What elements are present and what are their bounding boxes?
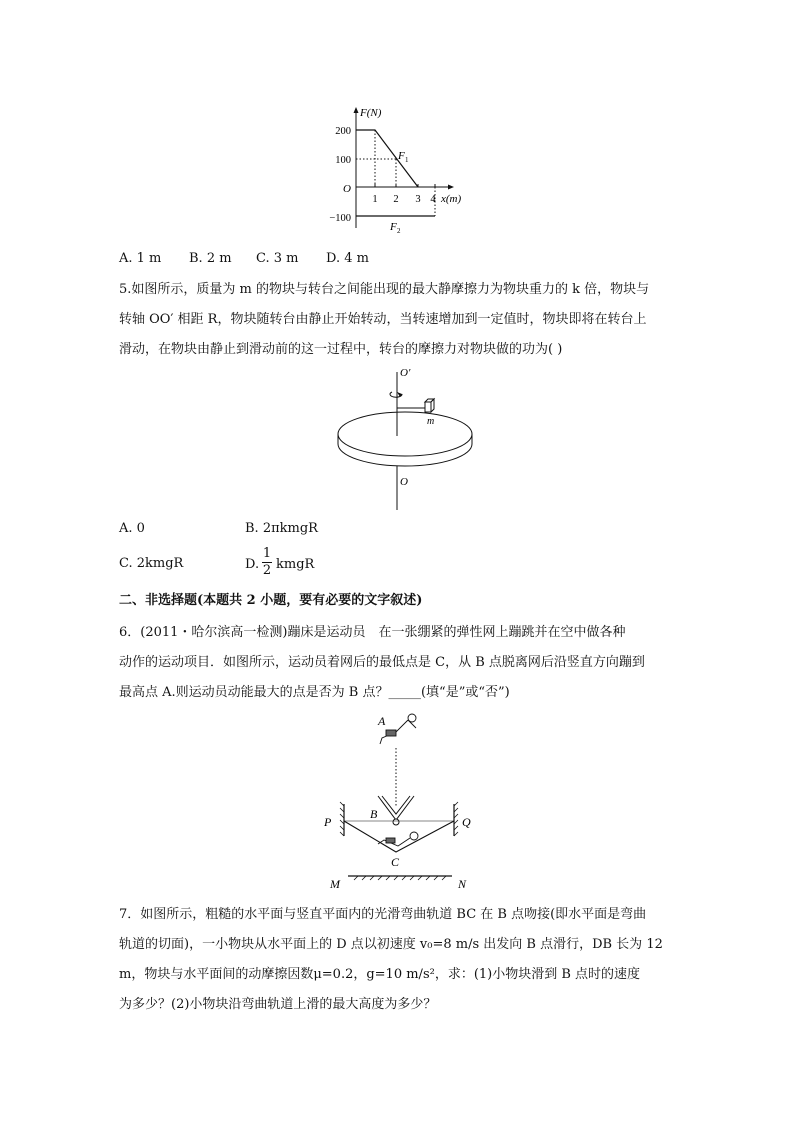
fraction-numerator: 1 [262, 546, 272, 561]
q4-options [119, 249, 369, 269]
x-axis-label: x(m) [441, 193, 462, 205]
q6-line-1: 6．(2011・哈尔滨高一检测)蹦床是运动员 在一张绷紧的弹性网上蹦跳并在空中做各种 [119, 625, 626, 640]
turntable-disc [338, 412, 472, 456]
q5-option-b: B. 2πkmgR [245, 521, 318, 536]
block-icon [425, 399, 434, 412]
q5-option-c: C. 2kmgR [119, 556, 184, 571]
q5-option-d-prefix: D. [245, 557, 260, 572]
point-n-label: N [458, 877, 467, 891]
x-tick-3: 3 [415, 194, 421, 205]
f1-label: F [398, 150, 405, 162]
trampoline-net [344, 821, 454, 852]
q7-line-1: 7．如图所示，粗糙的水平面与竖直平面内的光滑弯曲轨道 BC 在 B 点吻接(即水平面是弯曲 [119, 907, 647, 922]
q7-line-2: 轨道的切面)，一小物块从水平面上的 D 点以初速度 v₀=8 m/s 出发向 B 点滑行，DB 长为 12 [119, 937, 663, 952]
section-heading: 二、非选择题(本题共 2 小题，要有必要的文字叙述) [119, 593, 423, 608]
point-b-label: B [370, 807, 378, 821]
f2-label: F [390, 221, 397, 233]
q6-line-3: 最高点 A.则运动员动能最大的点是否为 B 点？_____(填“是”或“否”) [119, 685, 510, 700]
point-c-label: C [391, 855, 400, 869]
y-tick-200: 200 [335, 126, 351, 137]
jumper-top-icon [380, 714, 416, 744]
force-displacement-graph [320, 100, 480, 240]
q5-option-a: A. 0 [119, 521, 145, 536]
x-axis-arrow [448, 185, 454, 190]
point-a-label: A [378, 714, 386, 728]
q7-line-4: 为多少？(2)小物块沿弯曲轨道上滑的最大高度为多少？ [119, 997, 437, 1012]
q5-option-d-fraction [262, 546, 272, 579]
q5-option-d-suffix: kmgR [276, 557, 315, 572]
q4-option-c: C. 3 m [256, 251, 299, 266]
y-tick-100: 100 [335, 155, 351, 166]
q5-line-3: 滑动，在物块由静止到滑动前的这一过程中，转台的摩擦力对物块做的功为( ) [119, 342, 563, 357]
axis-bottom-label: O [400, 476, 408, 488]
f1-sub: 1 [405, 156, 409, 164]
turntable-figure [330, 364, 480, 514]
q5-line-2: 转轴 OO′ 相距 R，物块随转台由静止开始转动，当转速增加到一定值时，物块即将在转台上 [119, 312, 647, 327]
q4-option-d: D. 4 m [326, 251, 369, 266]
q7-line-3: m，物块与水平面间的动摩擦因数μ=0.2，g=10 m/s²，求：(1)小物块滑到 B 点时的速度 [119, 967, 641, 982]
q4-option-b: B. 2 m [189, 251, 232, 266]
jumper-b-icon [378, 796, 414, 825]
origin-label: O [343, 183, 351, 195]
axis-top-label: O′ [400, 367, 411, 379]
y-axis-arrow [354, 107, 359, 113]
point-p-label: P [324, 815, 332, 829]
point-m-label: M [330, 877, 340, 891]
f2-sub: 2 [397, 227, 401, 235]
x-tick-1: 1 [372, 194, 378, 205]
y-axis-label: F(N) [360, 107, 382, 119]
trampoline-figure [320, 708, 480, 896]
x-tick-2: 2 [393, 194, 399, 205]
fraction-denominator: 2 [262, 563, 272, 578]
q4-option-a: A. 1 m [119, 251, 162, 266]
f1-line [356, 130, 418, 187]
q6-line-2: 动作的运动项目．如图所示，运动员着网后的最低点是 C，从 B 点脱离网后沿竖直方向蹦到 [119, 655, 645, 670]
y-tick-neg100: −100 [329, 213, 351, 224]
block-mass-label: m [427, 416, 435, 427]
point-q-label: Q [462, 815, 471, 829]
q5-line-1: 5.如图所示，质量为 m 的物块与转台之间能出现的最大静摩擦力为物块重力的 k 倍，物块与 [119, 282, 650, 297]
x-tick-4: 4 [430, 194, 436, 205]
